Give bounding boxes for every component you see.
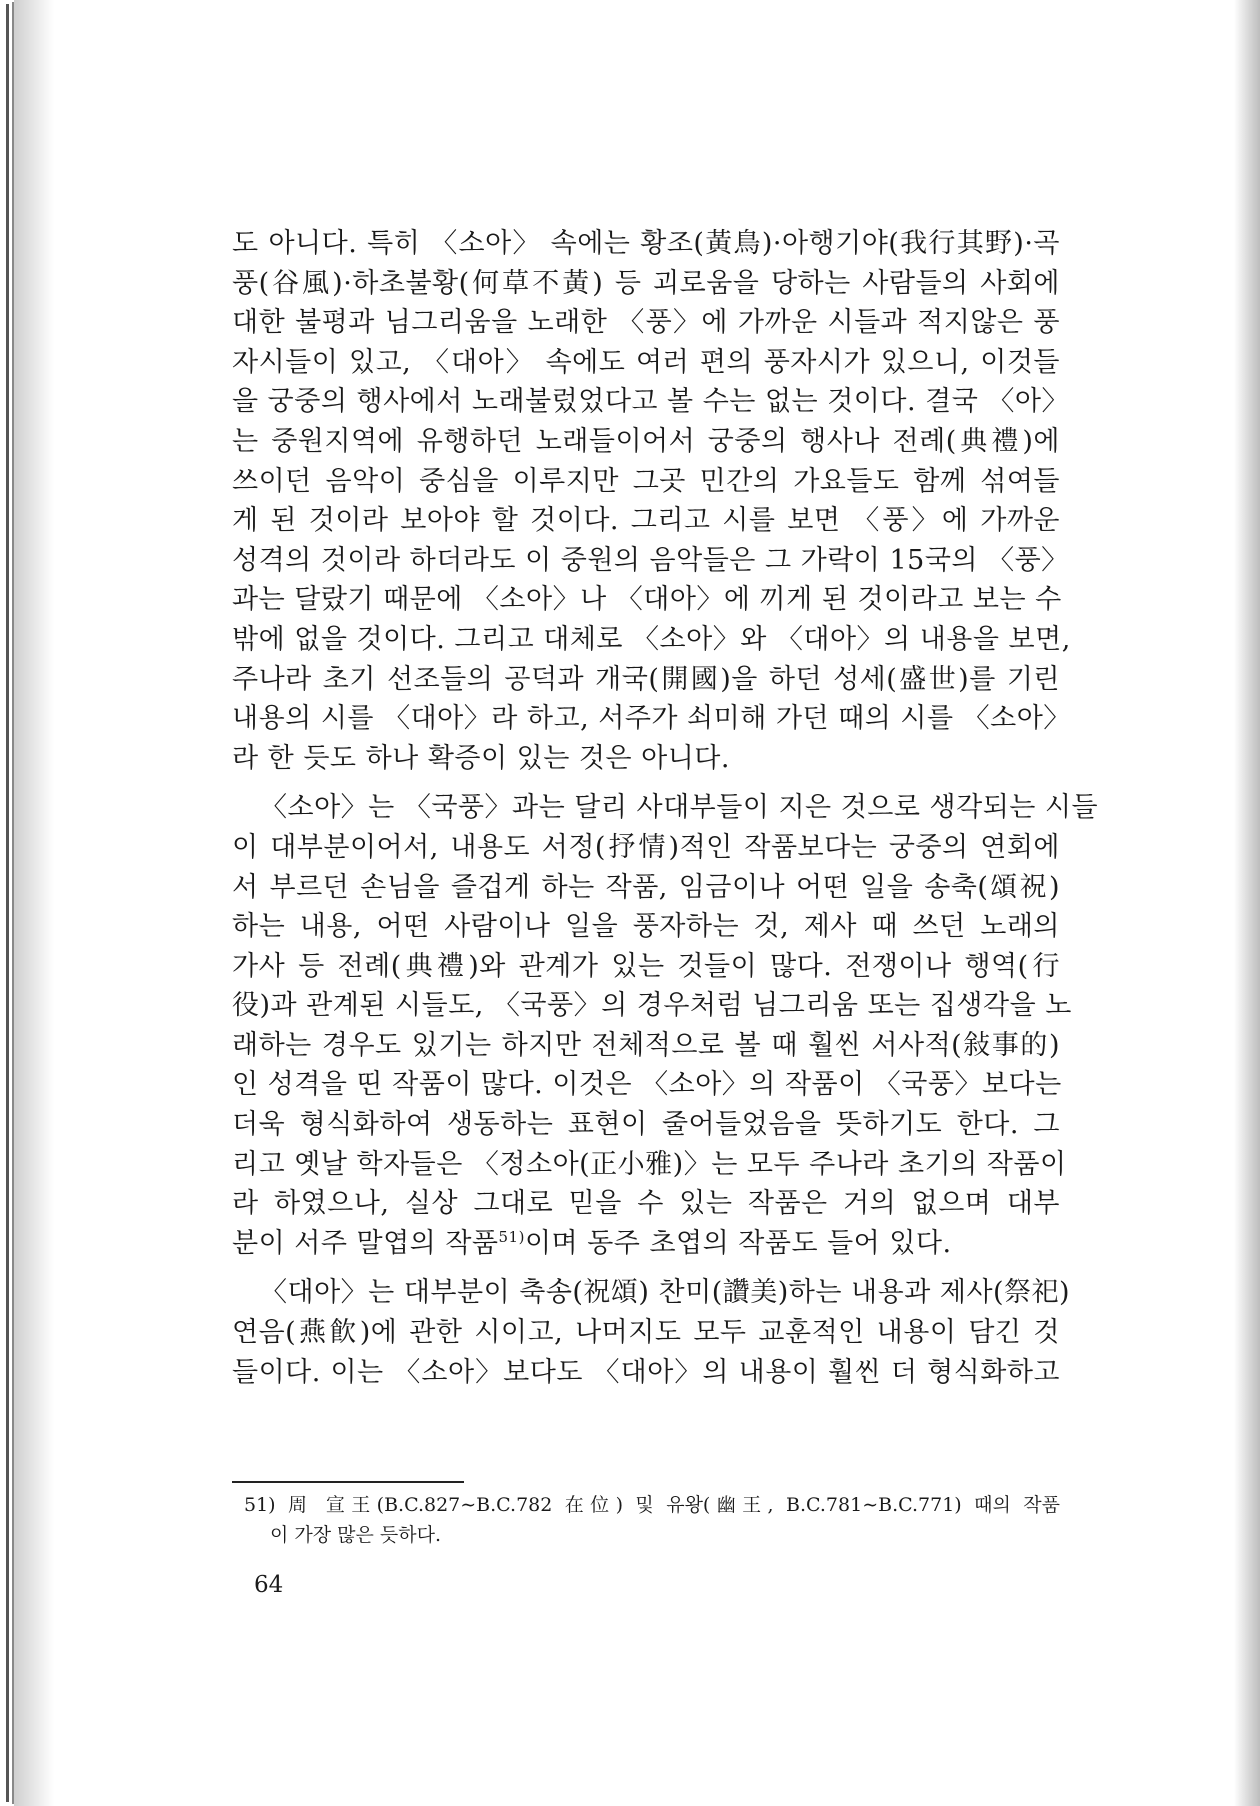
body-line: 래하는 경우도 있기는 하지만 전체적으로 볼 때 훨씬 서사적(敍事的) (232, 1029, 1060, 1061)
body-line: 밖에 없을 것이다. 그리고 대체로 〈소아〉와 〈대아〉의 내용을 보면, (232, 623, 1071, 655)
body-line: 내용의 시를 〈대아〉라 하고, 서주가 쇠미해 가던 때의 시를 〈소아〉 (232, 703, 1071, 735)
body-line: 서 부르던 손님을 즐겁게 하는 작품, 임금이나 어떤 일을 송축(頌祝) (232, 871, 1060, 903)
page-number: 64 (254, 1572, 284, 1598)
footnote (244, 1490, 1060, 1550)
page-edge-right-shadow (1234, 0, 1260, 1806)
body-line: 자시들이 있고, 〈대아〉 속에도 여러 편의 풍자시가 있으니, 이것들 (232, 346, 1060, 378)
body-line: 는 중원지역에 유행하던 노래들이어서 궁중의 행사나 전례(典禮)에 (232, 425, 1060, 457)
body-text (232, 224, 1099, 1392)
body-line: 인 성격을 띤 작품이 많다. 이것은 〈소아〉의 작품이 〈국풍〉보다는 (232, 1069, 1062, 1101)
body-line: 하는 내용, 어떤 사람이나 일을 풍자하는 것, 제사 때 쓰던 노래의 (232, 911, 1060, 943)
body-line: 이 대부분이어서, 내용도 서정(抒情)적인 작품보다는 궁중의 연회에 (232, 831, 1060, 863)
body-line: 〈대아〉는 대부분이 축송(祝頌) 찬미(讚美)하는 내용과 제사(祭祀) (260, 1277, 1071, 1309)
body-line: 쓰이던 음악이 중심을 이루지만 그곳 민간의 가요들도 함께 섞여들 (232, 465, 1060, 497)
binding-shadow (14, 0, 54, 1806)
body-line: 연음(燕飮)에 관한 시이고, 나머지도 모두 교훈적인 내용이 담긴 것 (232, 1317, 1060, 1349)
body-line: 더욱 형식화하여 생동하는 표현이 줄어들었음을 뜻하기도 한다. 그 (232, 1109, 1060, 1141)
body-line: 〈소아〉는 〈국풍〉과는 달리 사대부들이 지은 것으로 생각되는 시들 (260, 792, 1099, 824)
body-line: 라 한 듯도 하나 확증이 있는 것은 아니다. (232, 742, 730, 774)
body-line: 들이다. 이는 〈소아〉보다도 〈대아〉의 내용이 훨씬 더 형식화하고 (232, 1356, 1060, 1388)
body-line: 라 하였으나, 실상 그대로 믿을 수 있는 작품은 거의 없으며 대부 (232, 1188, 1060, 1220)
body-line: 도 아니다. 특히 〈소아〉 속에는 황조(黃鳥)·아행기야(我行其野)·곡 (232, 228, 1060, 259)
footnote-line: 이 가장 많은 듯하다. (270, 1524, 441, 1546)
body-line (232, 1224, 1060, 1264)
body-line: 대한 불평과 님그리움을 노래한 〈풍〉에 가까운 시들과 적지않은 풍 (232, 307, 1060, 339)
body-line: 성격의 것이라 하더라도 이 중원의 음악들은 그 가락이 15국의 〈풍〉 (232, 544, 1069, 576)
body-line: 과는 달랐기 때문에 〈소아〉나 〈대아〉에 끼게 된 것이라고 보는 수 (232, 584, 1062, 616)
footnote-divider (232, 1481, 464, 1483)
body-line: 을 궁중의 행사에서 노래불렀었다고 볼 수는 없는 것이다. 결국 〈아〉 (232, 386, 1069, 418)
body-line: 가사 등 전례(典禮)와 관계가 있는 것들이 많다. 전쟁이나 행역(行 (232, 950, 1060, 982)
body-line: 게 된 것이라 보아야 할 것이다. 그리고 시를 보면 〈풍〉에 가까운 (232, 505, 1060, 537)
footnote-line: 51) 周 宣王(B.C.827∼B.C.782 在位) 및 유왕(幽王, B.C.781∼B.C.771) 때의 작품 (244, 1494, 1060, 1516)
body-line-text: 이며 동주 초엽의 작품도 들어 있다. (524, 1227, 952, 1259)
body-line: 리고 옛날 학자들은 〈정소아(正小雅)〉는 모두 주나라 초기의 작품이 (232, 1148, 1067, 1180)
body-line: 주나라 초기 선조들의 공덕과 개국(開國)을 하던 성세(盛世)를 기린 (232, 663, 1060, 695)
body-line: 役)과 관계된 시들도, 〈국풍〉의 경우처럼 님그리움 또는 집생각을 노 (232, 990, 1072, 1022)
body-line-text: 분이 서주 말엽의 작품 (232, 1227, 499, 1259)
footnote-reference[interactable]: 51) (498, 1227, 525, 1246)
page-edge-left (6, 4, 9, 1802)
body-line: 풍(谷風)·하초불황(何草不黃) 등 괴로움을 당하는 사람들의 사회에 (232, 267, 1060, 299)
